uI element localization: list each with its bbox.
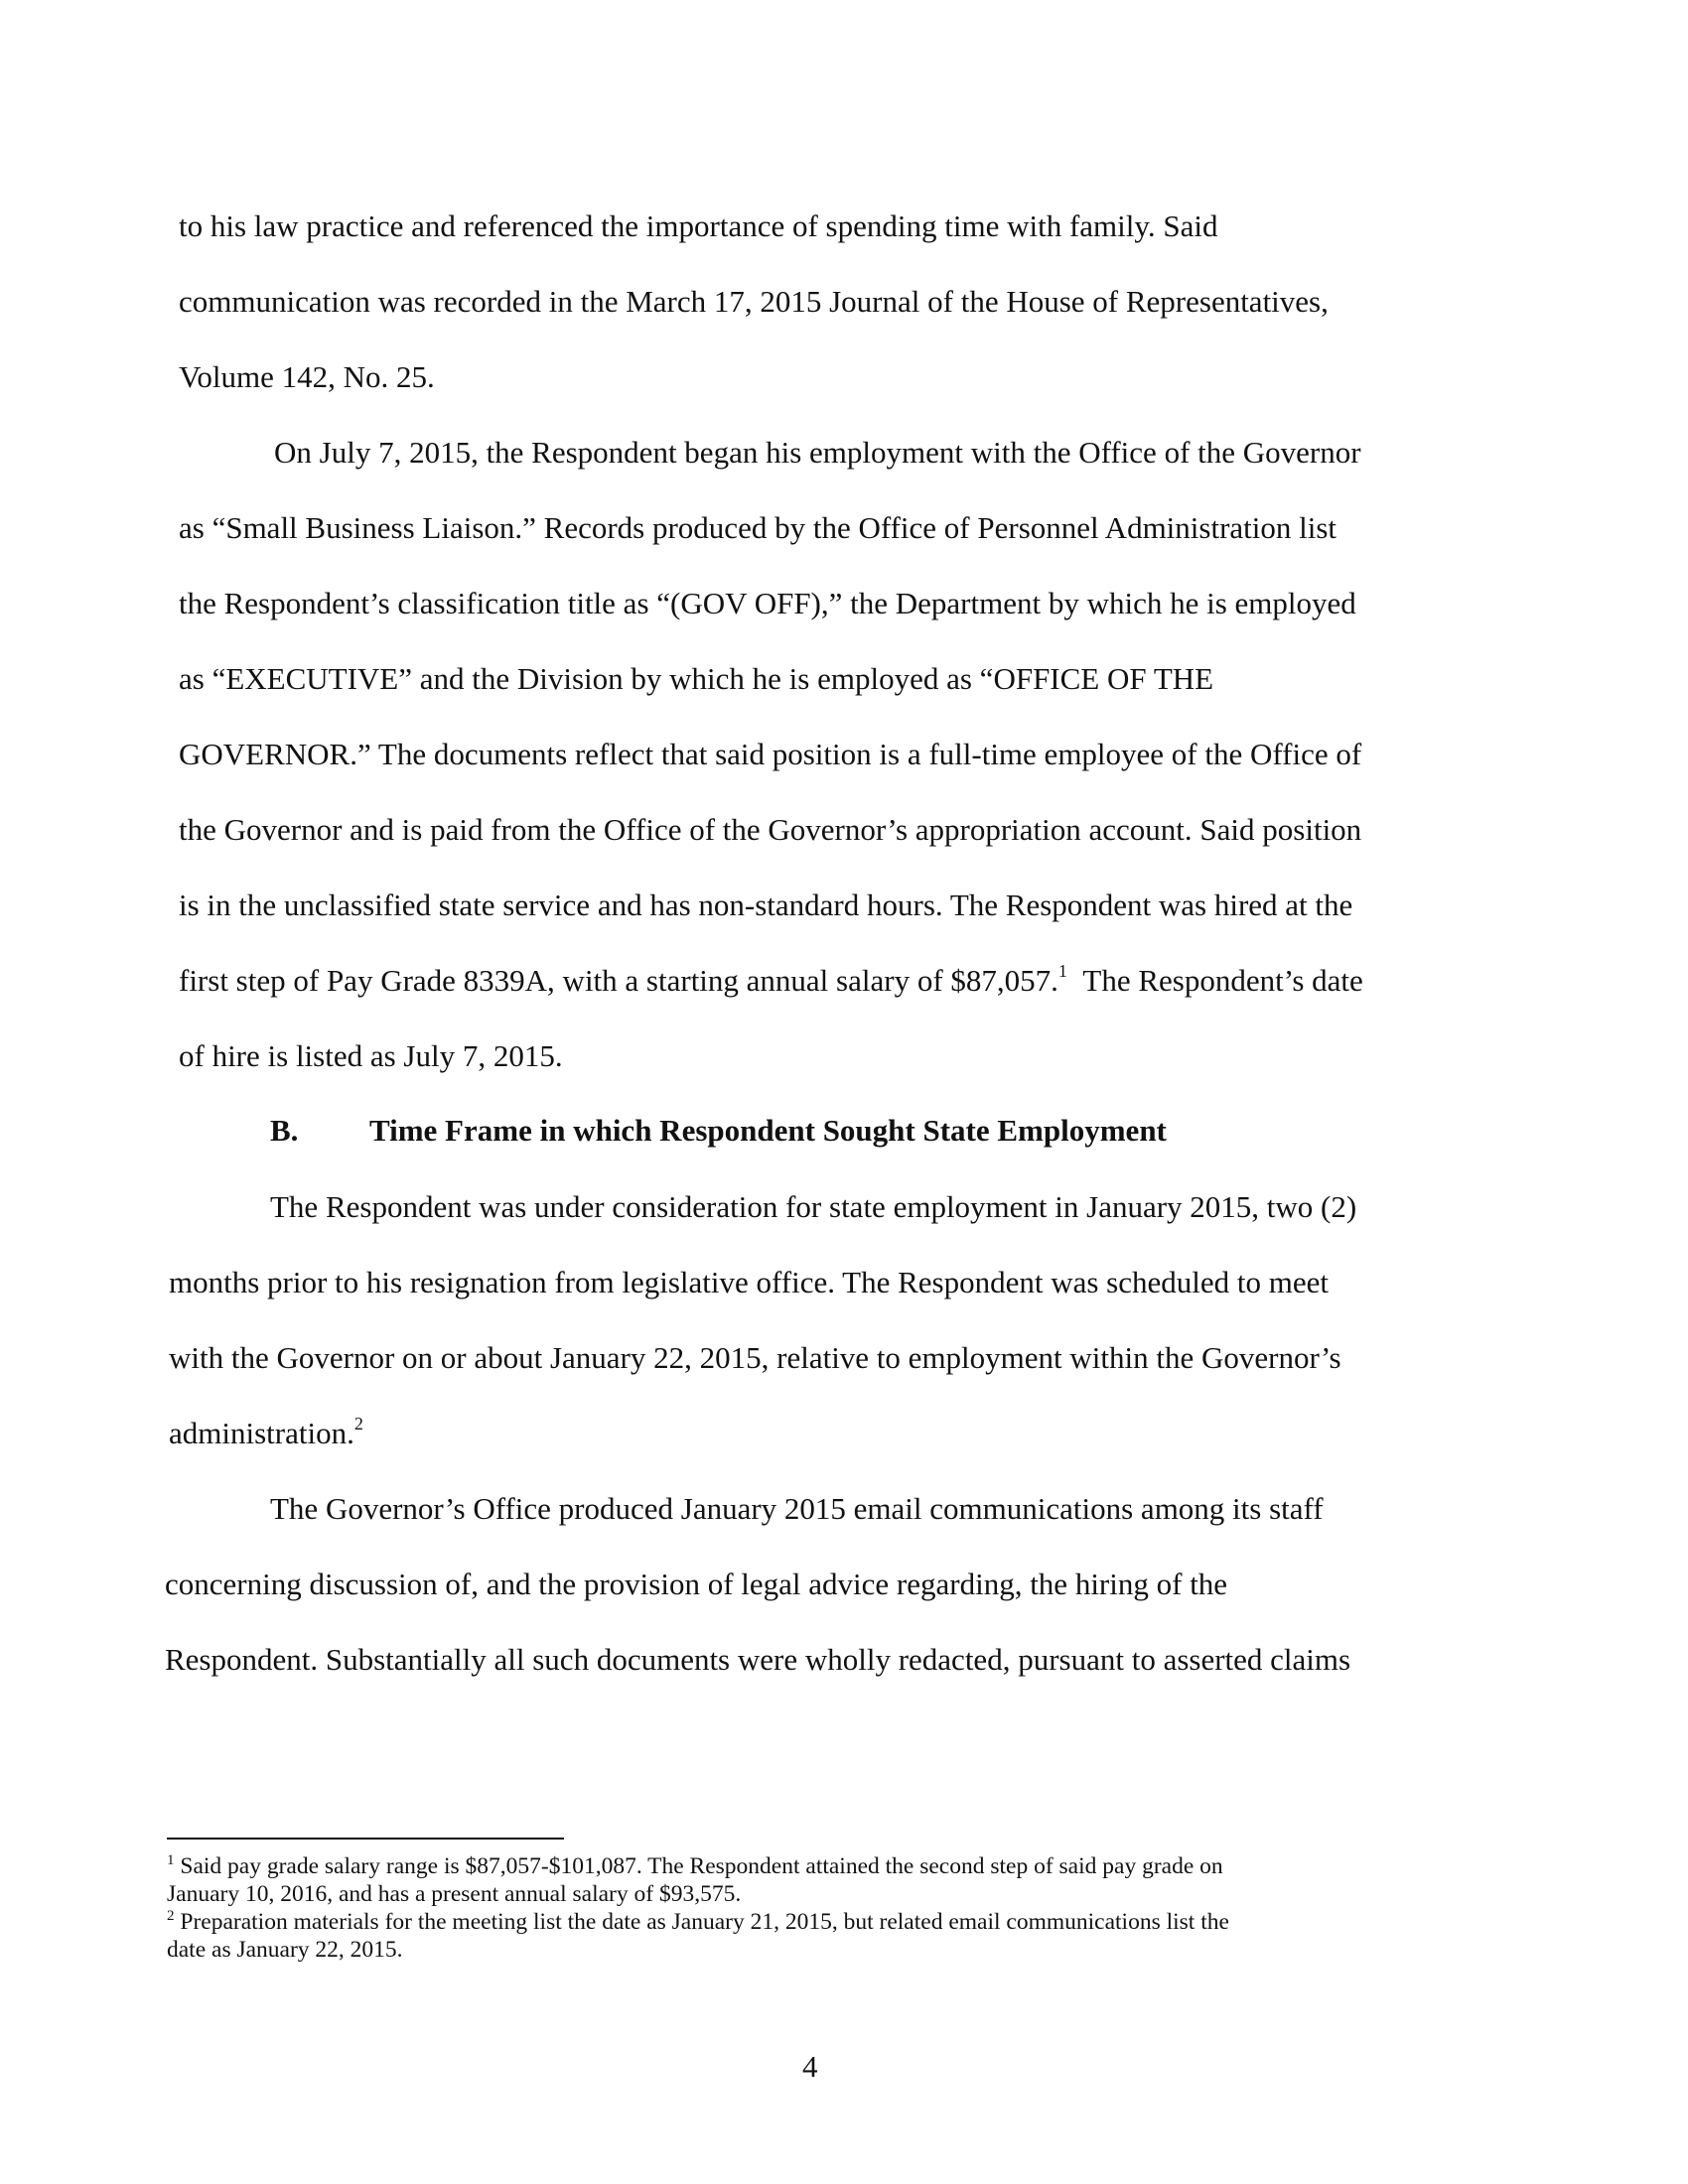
text-line: with the Governor on or about January 22, 2015, relative to employment within the Governor’s: [169, 1340, 1341, 1375]
footnote-separator: [167, 1838, 564, 1840]
footnote-ref-2[interactable]: 2: [353, 1414, 363, 1433]
text-span: The Respondent’s date: [1082, 963, 1363, 998]
footnote-2: [167, 1908, 1229, 1936]
text-line: Volume 142, No. 25.: [179, 359, 435, 394]
footnote-1: [167, 1852, 1223, 1880]
text-line: [179, 961, 1363, 1001]
text-line: the Governor and is paid from the Office of the Governor’s appropriation account. Said position: [179, 812, 1362, 847]
text-line: months prior to his resignation from legislative office. The Respondent was scheduled to meet: [169, 1265, 1329, 1299]
footnote-text: Preparation materials for the meeting list the date as January 21, 2015, but related email communications list the: [180, 1909, 1229, 1935]
text-line: of hire is listed as July 7, 2015.: [179, 1038, 563, 1073]
text-line: concerning discussion of, and the provision of legal advice regarding, the hiring of the: [165, 1567, 1228, 1601]
text-span: first step of Pay Grade 8339A, with a starting annual salary of $87,057.: [179, 963, 1058, 998]
text-line: The Governor’s Office produced January 2015 email communications among its staff: [270, 1491, 1324, 1526]
footnote-2-continued: date as January 22, 2015.: [167, 1937, 403, 1963]
section-letter: B.: [270, 1113, 299, 1148]
text-line: [169, 1414, 363, 1453]
section-title: Time Frame in which Respondent Sought State Employment: [369, 1113, 1167, 1148]
text-line: as “Small Business Liaison.” Records produced by the Office of Personnel Administration list: [179, 510, 1337, 545]
footnote-1-continued: January 10, 2016, and has a present annual salary of $93,575.: [167, 1881, 742, 1907]
text-span: administration.: [169, 1416, 354, 1450]
footnote-marker: 2: [167, 1908, 175, 1924]
text-line: Respondent. Substantially all such documents were wholly redacted, pursuant to asserted claims: [165, 1642, 1351, 1677]
page-number: 4: [802, 2049, 818, 2084]
text-line: as “EXECUTIVE” and the Division by which he is employed as “OFFICE OF THE: [179, 661, 1214, 696]
text-line: communication was recorded in the March 17, 2015 Journal of the House of Representatives,: [179, 284, 1329, 319]
footnote-ref-1[interactable]: 1: [1057, 961, 1067, 981]
text-line: On July 7, 2015, the Respondent began his employment with the Office of the Governor: [274, 435, 1361, 470]
footnote-marker: 1: [167, 1852, 175, 1868]
footnote-text: Said pay grade salary range is $87,057-$101,087. The Respondent attained the second step of said pay grade on: [180, 1853, 1223, 1879]
text-line: The Respondent was under consideration for state employment in January 2015, two (2): [270, 1189, 1357, 1224]
text-line: GOVERNOR.” The documents reflect that said position is a full-time employee of the Office of: [179, 737, 1362, 771]
text-line: to his law practice and referenced the importance of spending time with family. Said: [179, 208, 1218, 243]
text-line: is in the unclassified state service and has non-standard hours. The Respondent was hired at the: [179, 887, 1353, 922]
text-line: the Respondent’s classification title as “(GOV OFF),” the Department by which he is employed: [179, 586, 1356, 620]
